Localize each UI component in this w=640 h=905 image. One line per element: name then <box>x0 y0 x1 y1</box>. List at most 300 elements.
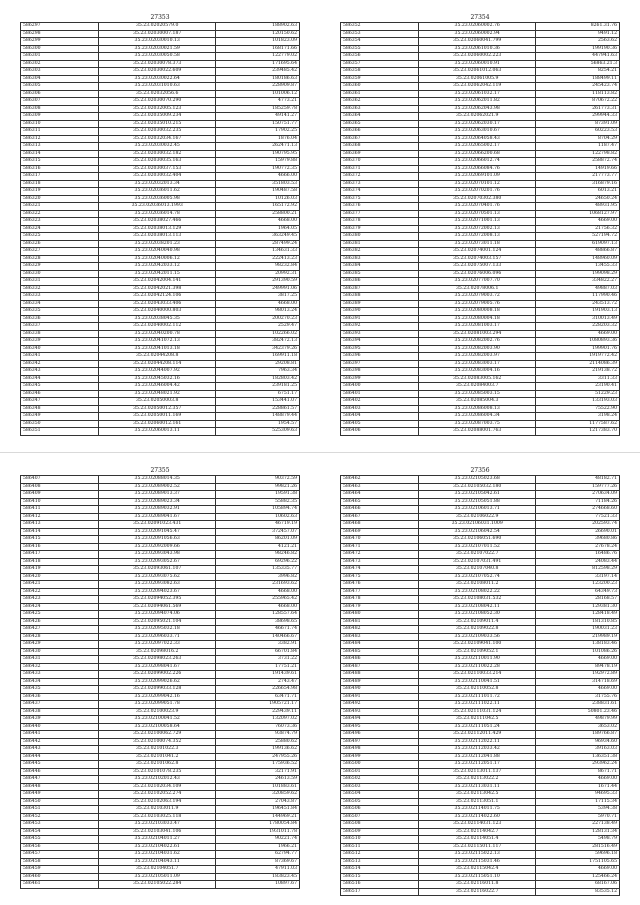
row-code-cell: 35.23.02030035.163 <box>99 158 216 166</box>
row-value-cell: 9491.12 <box>536 30 620 38</box>
table-row <box>21 641 300 649</box>
row-value-cell: 202593.74 <box>536 521 620 529</box>
row-value-cell: 94695.33 <box>536 791 620 799</box>
row-code-cell: 35.23.02040040.98 <box>99 248 216 256</box>
row-code-cell: 35.23.02107031.491 <box>419 558 536 566</box>
table-row <box>21 360 300 368</box>
row-code-cell: 35.23.02085003.15 <box>419 390 536 398</box>
table-row <box>21 686 300 694</box>
document-page-3 <box>0 453 320 905</box>
row-code-cell: 35.23.02040006.12 <box>99 255 216 263</box>
row-id-cell: 586333 <box>21 293 99 301</box>
table-row <box>21 180 300 188</box>
row-code-cell: 35.23.02102034.109 <box>99 783 216 791</box>
row-value-cell: 1080893.36 <box>536 338 620 346</box>
row-id-cell: 586414 <box>21 528 99 536</box>
table-row <box>341 858 620 866</box>
row-id-cell: 586383 <box>341 255 419 263</box>
row-code-cell: 35.23.02086004.34 <box>419 413 536 421</box>
row-id-cell: 586454 <box>21 828 99 836</box>
row-code-cell: 35.23.02088014.35 <box>99 476 216 484</box>
row-value-cell: 123200.23 <box>536 581 620 589</box>
row-value-cell: 299944.33 <box>536 113 620 121</box>
row-code-cell: 35.23.02108022.22 <box>419 588 536 596</box>
row-value-cell: 243513.72 <box>536 300 620 308</box>
row-id-cell: 586362 <box>341 98 419 106</box>
row-id-cell: 586474 <box>341 566 419 574</box>
row-id-cell: 586513 <box>341 858 419 866</box>
row-id-cell: 586434 <box>21 678 99 686</box>
table-row <box>341 476 620 484</box>
table-row <box>21 263 300 271</box>
table-row <box>341 588 620 596</box>
table-row <box>341 278 620 286</box>
row-id-cell: 586363 <box>341 105 419 113</box>
row-value-cell: 96934.60 <box>536 738 620 746</box>
row-id-cell: 586307 <box>21 98 99 106</box>
row-id-cell: 586387 <box>341 285 419 293</box>
table-row <box>341 293 620 301</box>
table-row <box>341 813 620 821</box>
row-value-cell: 83535.12 <box>536 888 620 896</box>
row-value-cell: 1177587.62 <box>536 420 620 428</box>
table-row <box>341 603 620 611</box>
row-code-cell: 35.23.02030022.64 <box>99 75 216 83</box>
table-row <box>21 663 300 671</box>
row-code-cell: 35.23.02050012.357 <box>99 405 216 413</box>
table-row <box>341 270 620 278</box>
table-row <box>21 300 300 308</box>
table-row <box>341 83 620 91</box>
row-code-cell: 35.23.02112022.11 <box>419 738 536 746</box>
row-value-cell: 125466.24 <box>536 873 620 881</box>
table-row <box>341 210 620 218</box>
row-value-cell: 120150.62 <box>216 30 300 38</box>
row-code-cell: 35.23.02094023.67 <box>99 588 216 596</box>
table-row <box>341 345 620 353</box>
table-row <box>341 723 620 731</box>
row-id-cell: 586380 <box>341 233 419 241</box>
table-row <box>21 105 300 113</box>
row-value-cell: 17115.34 <box>536 798 620 806</box>
row-id-cell: 586430 <box>21 648 99 656</box>
row-code-cell: 35.23.02061012.063 <box>419 68 536 76</box>
row-id-cell: 586501 <box>341 768 419 776</box>
row-value-cell: 4773.21 <box>216 98 300 106</box>
row-id-cell: 586440 <box>21 723 99 731</box>
row-code-cell: 35.23.02105011.09 <box>99 873 216 881</box>
row-value-cell: 31755.76 <box>536 693 620 701</box>
table-row <box>341 240 620 248</box>
table-row <box>341 188 620 196</box>
row-code-cell: 35.23.02103011.9 <box>99 806 216 814</box>
row-code-cell: 35.23.02095021.104 <box>99 618 216 626</box>
table-row <box>21 368 300 376</box>
row-value-cell: 87369.67 <box>216 858 300 866</box>
row-id-cell: 586441 <box>21 731 99 739</box>
row-value-cell: 4669.00 <box>536 866 620 874</box>
table-row <box>341 38 620 46</box>
row-value-cell: 619097.13 <box>536 240 620 248</box>
row-code-cell: 35.23.02115031.46 <box>419 858 536 866</box>
table-row <box>341 330 620 338</box>
row-id-cell: 586512 <box>341 851 419 859</box>
table-row <box>21 828 300 836</box>
row-id-cell: 586347 <box>21 398 99 406</box>
table-row <box>21 68 300 76</box>
row-id-cell: 586438 <box>21 708 99 716</box>
table-row <box>341 360 620 368</box>
row-value-cell: 320859.62 <box>216 791 300 799</box>
row-id-cell: 586314 <box>21 150 99 158</box>
table-row <box>341 315 620 323</box>
row-value-cell: 93874.79 <box>216 731 300 739</box>
table-row <box>21 83 300 91</box>
table-row <box>21 776 300 784</box>
row-value-cell: 2529.47 <box>216 323 300 331</box>
row-value-cell: 138183.46 <box>536 641 620 649</box>
table-row <box>21 233 300 241</box>
row-id-cell: 586447 <box>21 776 99 784</box>
table-row <box>21 195 300 203</box>
row-value-cell: 51229.23 <box>536 390 620 398</box>
row-code-cell: 35.23.02040200.78 <box>99 330 216 338</box>
table-row <box>21 498 300 506</box>
row-id-cell: 586318 <box>21 180 99 188</box>
table-row <box>21 618 300 626</box>
row-id-cell: 586376 <box>341 203 419 211</box>
row-value-cell: 2114086.39 <box>536 360 620 368</box>
row-id-cell: 586408 <box>21 483 99 491</box>
table-row <box>21 390 300 398</box>
row-id-cell: 586344 <box>21 375 99 383</box>
row-code-cell: 35.23.02107011.52 <box>419 543 536 551</box>
table-row <box>341 375 620 383</box>
row-value-cell: 287499.24 <box>216 240 300 248</box>
table-row <box>341 68 620 76</box>
row-value-cell: 5970.71 <box>536 813 620 821</box>
row-code-cell: 35.23.02094061.569 <box>99 603 216 611</box>
table-row <box>341 60 620 68</box>
row-value-cell: 226654.98 <box>216 686 300 694</box>
table-row <box>21 285 300 293</box>
row-code-cell: 35.23.02115011.117 <box>419 843 536 851</box>
row-id-cell: 586379 <box>341 225 419 233</box>
row-code-cell: 35.23.02060002.94 <box>419 30 536 38</box>
table-row <box>21 731 300 739</box>
row-code-cell: 35.23.02107040.8 <box>419 566 536 574</box>
row-id-cell: 586374 <box>341 188 419 196</box>
row-value-cell: 219989.19 <box>536 633 620 641</box>
row-code-cell: 35.23.02044208.8 <box>99 353 216 361</box>
row-value-cell: 199190.36 <box>536 45 620 53</box>
row-id-cell: 586505 <box>341 798 419 806</box>
table-row <box>341 150 620 158</box>
row-code-cell: 35.23.02080004.18 <box>419 315 536 323</box>
table-row <box>21 413 300 421</box>
table-row <box>21 536 300 544</box>
row-value-cell: 239181.25 <box>216 383 300 391</box>
table-row <box>341 618 620 626</box>
row-id-cell: 586299 <box>21 38 99 46</box>
row-id-cell: 586428 <box>21 633 99 641</box>
row-code-cell: 35.23.02106013.71 <box>419 506 536 514</box>
table-row <box>21 383 300 391</box>
row-value-cell: 56863.21.3 <box>536 60 620 68</box>
document-page-2 <box>320 0 640 452</box>
table-row <box>341 881 620 889</box>
row-code-cell: 35.23.02105051.88 <box>419 498 536 506</box>
row-id-cell: 586516 <box>341 881 419 889</box>
row-value-cell: 7963.34 <box>216 368 300 376</box>
page-title: 27354 <box>470 14 490 21</box>
row-code-cell: 35.23.02106031.1009 <box>419 521 536 529</box>
table-row <box>21 398 300 406</box>
table-row <box>21 188 300 196</box>
table-row <box>341 113 620 121</box>
table-row <box>341 203 620 211</box>
row-value-cell: 90221.74 <box>216 836 300 844</box>
row-id-cell: 586405 <box>341 420 419 428</box>
table-row <box>341 821 620 829</box>
page-title: 27355 <box>150 467 170 474</box>
row-code-cell: 35.23.02044208.114 <box>99 360 216 368</box>
table-row <box>21 836 300 844</box>
row-id-cell: 586426 <box>21 618 99 626</box>
table-row <box>341 90 620 98</box>
row-value-cell: 75522.90 <box>536 405 620 413</box>
row-value-cell: 68167.06 <box>536 881 620 889</box>
row-code-cell: 35.23.02111042.5 <box>419 716 536 724</box>
table-row <box>341 873 620 881</box>
row-value-cell: 136351.38 <box>536 753 620 761</box>
row-code-cell: 35.23.02093061.107 <box>99 566 216 574</box>
row-code-cell: 35.23.02100041.52 <box>99 716 216 724</box>
row-value-cell: 21756.32 <box>536 225 620 233</box>
table-row <box>341 218 620 226</box>
row-code-cell: 35.23.02094074.06 <box>99 611 216 619</box>
row-id-cell: 586313 <box>21 143 99 151</box>
row-code-cell: 35.23.02060010.91 <box>419 60 536 68</box>
data-table <box>20 22 300 436</box>
row-value-cell: 258872.74 <box>536 158 620 166</box>
row-code-cell: 35.23.02062042.119 <box>419 83 536 91</box>
row-value-cell: 228203.32 <box>536 323 620 331</box>
table-row <box>21 476 300 484</box>
row-id-cell: 586403 <box>341 405 419 413</box>
row-value-cell: 8261.31.76 <box>536 23 620 31</box>
row-value-cell: 293962.24 <box>536 761 620 769</box>
table-row <box>21 753 300 761</box>
row-value-cell: 59696.18 <box>536 851 620 859</box>
row-code-cell: 35.23.02065002.17 <box>419 143 536 151</box>
row-value-cell: 134631.33 <box>216 248 300 256</box>
row-id-cell: 586442 <box>21 738 99 746</box>
row-id-cell: 586449 <box>21 791 99 799</box>
row-code-cell: 35.23.02036011.62 <box>99 188 216 196</box>
row-value-cell: 62794.77 <box>216 851 300 859</box>
row-value-cell: 118113.82 <box>536 90 620 98</box>
row-code-cell: 35.23.02111022.11 <box>419 701 536 709</box>
row-id-cell: 586343 <box>21 368 99 376</box>
row-value-cell: 13455.33 <box>536 263 620 271</box>
row-value-cell: 33197.14 <box>536 573 620 581</box>
row-id-cell: 586349 <box>21 413 99 421</box>
table-row <box>341 105 620 113</box>
table-row <box>21 603 300 611</box>
row-code-cell: 35.23.02112051.17 <box>419 761 536 769</box>
row-code-cell: 35.23.02109022.8 <box>419 626 536 634</box>
row-id-cell: 586355 <box>341 45 419 53</box>
table-row <box>21 23 300 31</box>
row-code-cell: 35.23.02113011.137 <box>419 768 536 776</box>
row-id-cell: 586460 <box>21 873 99 881</box>
row-id-cell: 586302 <box>21 60 99 68</box>
row-id-cell: 586411 <box>21 506 99 514</box>
table-row <box>21 671 300 679</box>
row-id-cell: 586357 <box>341 60 419 68</box>
row-value-cell: 135335.77 <box>216 566 300 574</box>
row-code-cell: 35.23.02098041.67 <box>99 663 216 671</box>
row-id-cell: 586494 <box>341 716 419 724</box>
row-id-cell: 586439 <box>21 716 99 724</box>
row-value-cell: 249991.06 <box>216 285 300 293</box>
table-row <box>21 798 300 806</box>
row-code-cell: 35.23.02036013.1993 <box>99 203 216 211</box>
row-code-cell: 35.23.02115042.4 <box>419 866 536 874</box>
row-id-cell: 586356 <box>341 53 419 61</box>
row-value-cell: 87391.09 <box>536 120 620 128</box>
row-value-cell: 6013.21 <box>536 188 620 196</box>
row-code-cell: 35.23.02100023.9 <box>99 708 216 716</box>
table-row <box>341 573 620 581</box>
row-id-cell: 586366 <box>341 128 419 136</box>
table-row <box>341 611 620 619</box>
row-id-cell: 586419 <box>21 566 99 574</box>
row-code-cell: 35.23.02035010.215 <box>99 120 216 128</box>
row-id-cell: 586391 <box>341 315 419 323</box>
row-code-cell: 35.23.02032034.167 <box>99 135 216 143</box>
row-code-cell: 35.23.02050011.169 <box>99 413 216 421</box>
table-row <box>341 180 620 188</box>
table-row <box>21 330 300 338</box>
table-row <box>341 708 620 716</box>
row-code-cell: 35.23.02020579.0 <box>99 23 216 31</box>
row-value-cell: 191903.13 <box>536 308 620 316</box>
row-id-cell: 586472 <box>341 551 419 559</box>
row-id-cell: 586308 <box>21 105 99 113</box>
row-value-cell: 2743.47 <box>216 678 300 686</box>
row-id-cell: 586324 <box>21 225 99 233</box>
table-row <box>341 420 620 428</box>
row-id-cell: 586335 <box>21 308 99 316</box>
row-value-cell: 183823.45 <box>216 873 300 881</box>
row-value-cell: 1954.57 <box>216 420 300 428</box>
table-row <box>341 716 620 724</box>
row-value-cell: 49887.03 <box>536 285 620 293</box>
row-value-cell: 3996.82 <box>216 573 300 581</box>
table-row <box>341 551 620 559</box>
row-code-cell: 35.23.02060012.161 <box>99 420 216 428</box>
row-code-cell: 35.23.02066084.76 <box>419 165 536 173</box>
row-id-cell: 586319 <box>21 188 99 196</box>
row-code-cell: 35.23.02038013.113 <box>99 233 216 241</box>
row-id-cell: 586341 <box>21 353 99 361</box>
table-row <box>341 753 620 761</box>
row-code-cell: 35.23.02103041.106 <box>99 828 216 836</box>
table-row <box>341 75 620 83</box>
row-value-cell: 4669.00 <box>536 218 620 226</box>
row-value-cell: 196451.84 <box>216 806 300 814</box>
table-row <box>341 566 620 574</box>
row-value-cell: 870672.22 <box>536 98 620 106</box>
row-value-cell: 274668.60 <box>536 506 620 514</box>
row-id-cell: 586404 <box>341 413 419 421</box>
table-row <box>341 641 620 649</box>
row-value-cell: 49141.27 <box>216 113 300 121</box>
row-id-cell: 586465 <box>341 498 419 506</box>
row-value-cell: 3817.25 <box>216 293 300 301</box>
table-row <box>341 626 620 634</box>
row-value-cell: 39163.03 <box>536 746 620 754</box>
row-code-cell: 35.23.02074001.124 <box>419 248 536 256</box>
row-id-cell: 586309 <box>21 113 99 121</box>
row-code-cell: 35.23.02093043.98 <box>99 551 216 559</box>
row-value-cell: 199098.29 <box>536 270 620 278</box>
row-id-cell: 586306 <box>21 90 99 98</box>
page-title: 27356 <box>470 467 490 474</box>
row-id-cell: 586337 <box>21 323 99 331</box>
table-row <box>21 345 300 353</box>
table-row <box>341 506 620 514</box>
row-value-cell: 98013.24 <box>216 308 300 316</box>
table-row <box>341 45 620 53</box>
row-id-cell: 586386 <box>341 278 419 286</box>
table-row <box>21 483 300 491</box>
row-id-cell: 586354 <box>341 38 419 46</box>
table-row <box>21 428 300 436</box>
row-value-cell: 5498.79 <box>536 836 620 844</box>
row-code-cell: 35.23.02061010.36 <box>419 45 536 53</box>
row-code-cell: 35.23.02100074.352 <box>99 738 216 746</box>
table-row <box>341 390 620 398</box>
table-row <box>21 633 300 641</box>
table-row <box>21 135 300 143</box>
row-value-cell: 8671.71 <box>536 768 620 776</box>
row-id-cell: 586327 <box>21 248 99 256</box>
row-id-cell: 586359 <box>341 75 419 83</box>
row-code-cell: 35.23.02109033.56 <box>419 633 536 641</box>
table-row <box>21 315 300 323</box>
row-value-cell: 447941.63 <box>536 53 620 61</box>
row-value-cell: 29208.81 <box>216 360 300 368</box>
row-code-cell: 35.23.02099042.16 <box>99 693 216 701</box>
row-value-cell: 86201.09 <box>216 536 300 544</box>
table-row <box>341 888 620 896</box>
row-code-cell: 35.23.02081003.294 <box>419 330 536 338</box>
row-value-cell: 270634.09 <box>536 491 620 499</box>
row-code-cell: 35.23.02031010.63 <box>99 83 216 91</box>
row-value-cell: 525309.63 <box>216 428 300 436</box>
row-value-cell: 169911.18 <box>216 353 300 361</box>
table-row <box>21 38 300 46</box>
row-id-cell: 586506 <box>341 806 419 814</box>
row-value-cell: 171695.64 <box>216 60 300 68</box>
row-code-cell: 35.23.02109011.4 <box>419 618 536 626</box>
row-id-cell: 586469 <box>341 528 419 536</box>
row-code-cell: 35.23.02061032.17 <box>419 90 536 98</box>
table-row <box>21 528 300 536</box>
